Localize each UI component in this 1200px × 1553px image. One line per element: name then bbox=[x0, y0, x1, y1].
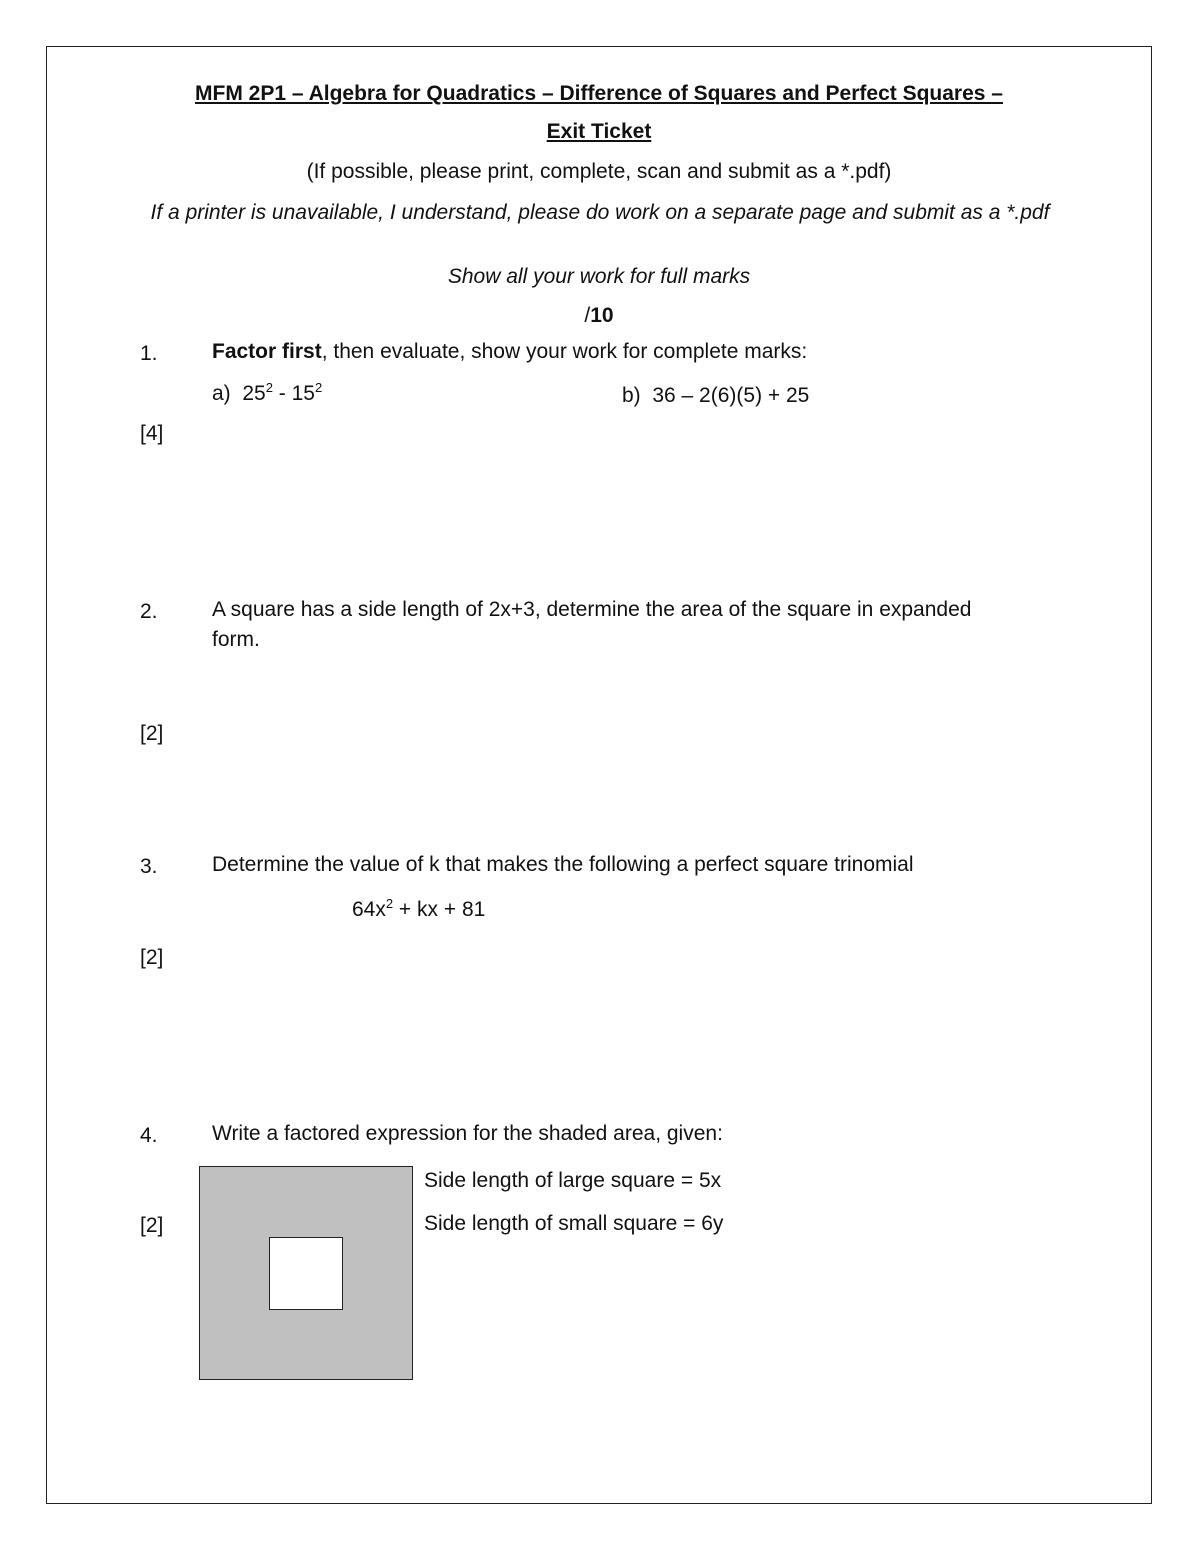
instruction-text: (If possible, please print, complete, scan and submit as a *.pdf) bbox=[306, 160, 892, 183]
question-3-text: Determine the value of k that makes the following a perfect square trinomial bbox=[212, 853, 914, 876]
question-2-marks: [2] bbox=[140, 722, 164, 745]
given-small-square: Side length of small square = 6y bbox=[424, 1212, 724, 1235]
question-1-part-b: b) 36 – 2(6)(5) + 25 bbox=[622, 384, 810, 407]
question-1-emphasis: Factor first bbox=[212, 340, 322, 363]
page-subtitle: Exit Ticket bbox=[546, 120, 652, 143]
page-title: MFM 2P1 – Algebra for Quadratics – Difference of Squares and Perfect Squares – bbox=[195, 82, 1003, 105]
question-4-marks: [2] bbox=[140, 1214, 164, 1237]
large-shaded-square bbox=[199, 1166, 413, 1380]
score-total: 10 bbox=[590, 304, 614, 327]
question-4-text: Write a factored expression for the shaded area, given: bbox=[212, 1122, 723, 1145]
question-3-expression: $64x^2$ + kx + 81 bbox=[352, 896, 486, 921]
question-3-number: 3. bbox=[140, 855, 158, 878]
printer-note: If a printer is unavailable, I understand, please do work on a separate page and submit as a *.pdf bbox=[150, 201, 1050, 224]
question-4-number: 4. bbox=[140, 1124, 158, 1147]
small-unshaded-square bbox=[269, 1237, 343, 1310]
question-1-number: 1. bbox=[140, 342, 158, 365]
question-2-text: A square has a side length of 2x+3, determine the area of the square in expanded form. bbox=[212, 598, 972, 651]
given-large-square: Side length of large square = 5x bbox=[424, 1169, 722, 1192]
question-1-part-a: a) $25^2 - 15^2$ bbox=[212, 380, 323, 405]
score-prefix: / bbox=[584, 304, 591, 327]
show-work-note: Show all your work for full marks bbox=[447, 265, 751, 288]
question-2-number: 2. bbox=[140, 600, 158, 623]
question-1-rest: , then evaluate, show your work for complete marks: bbox=[321, 340, 808, 363]
question-1-marks: [4] bbox=[140, 422, 164, 445]
total-score bbox=[46, 304, 1152, 328]
question-3-marks: [2] bbox=[140, 946, 164, 969]
question-1-text bbox=[212, 337, 807, 367]
